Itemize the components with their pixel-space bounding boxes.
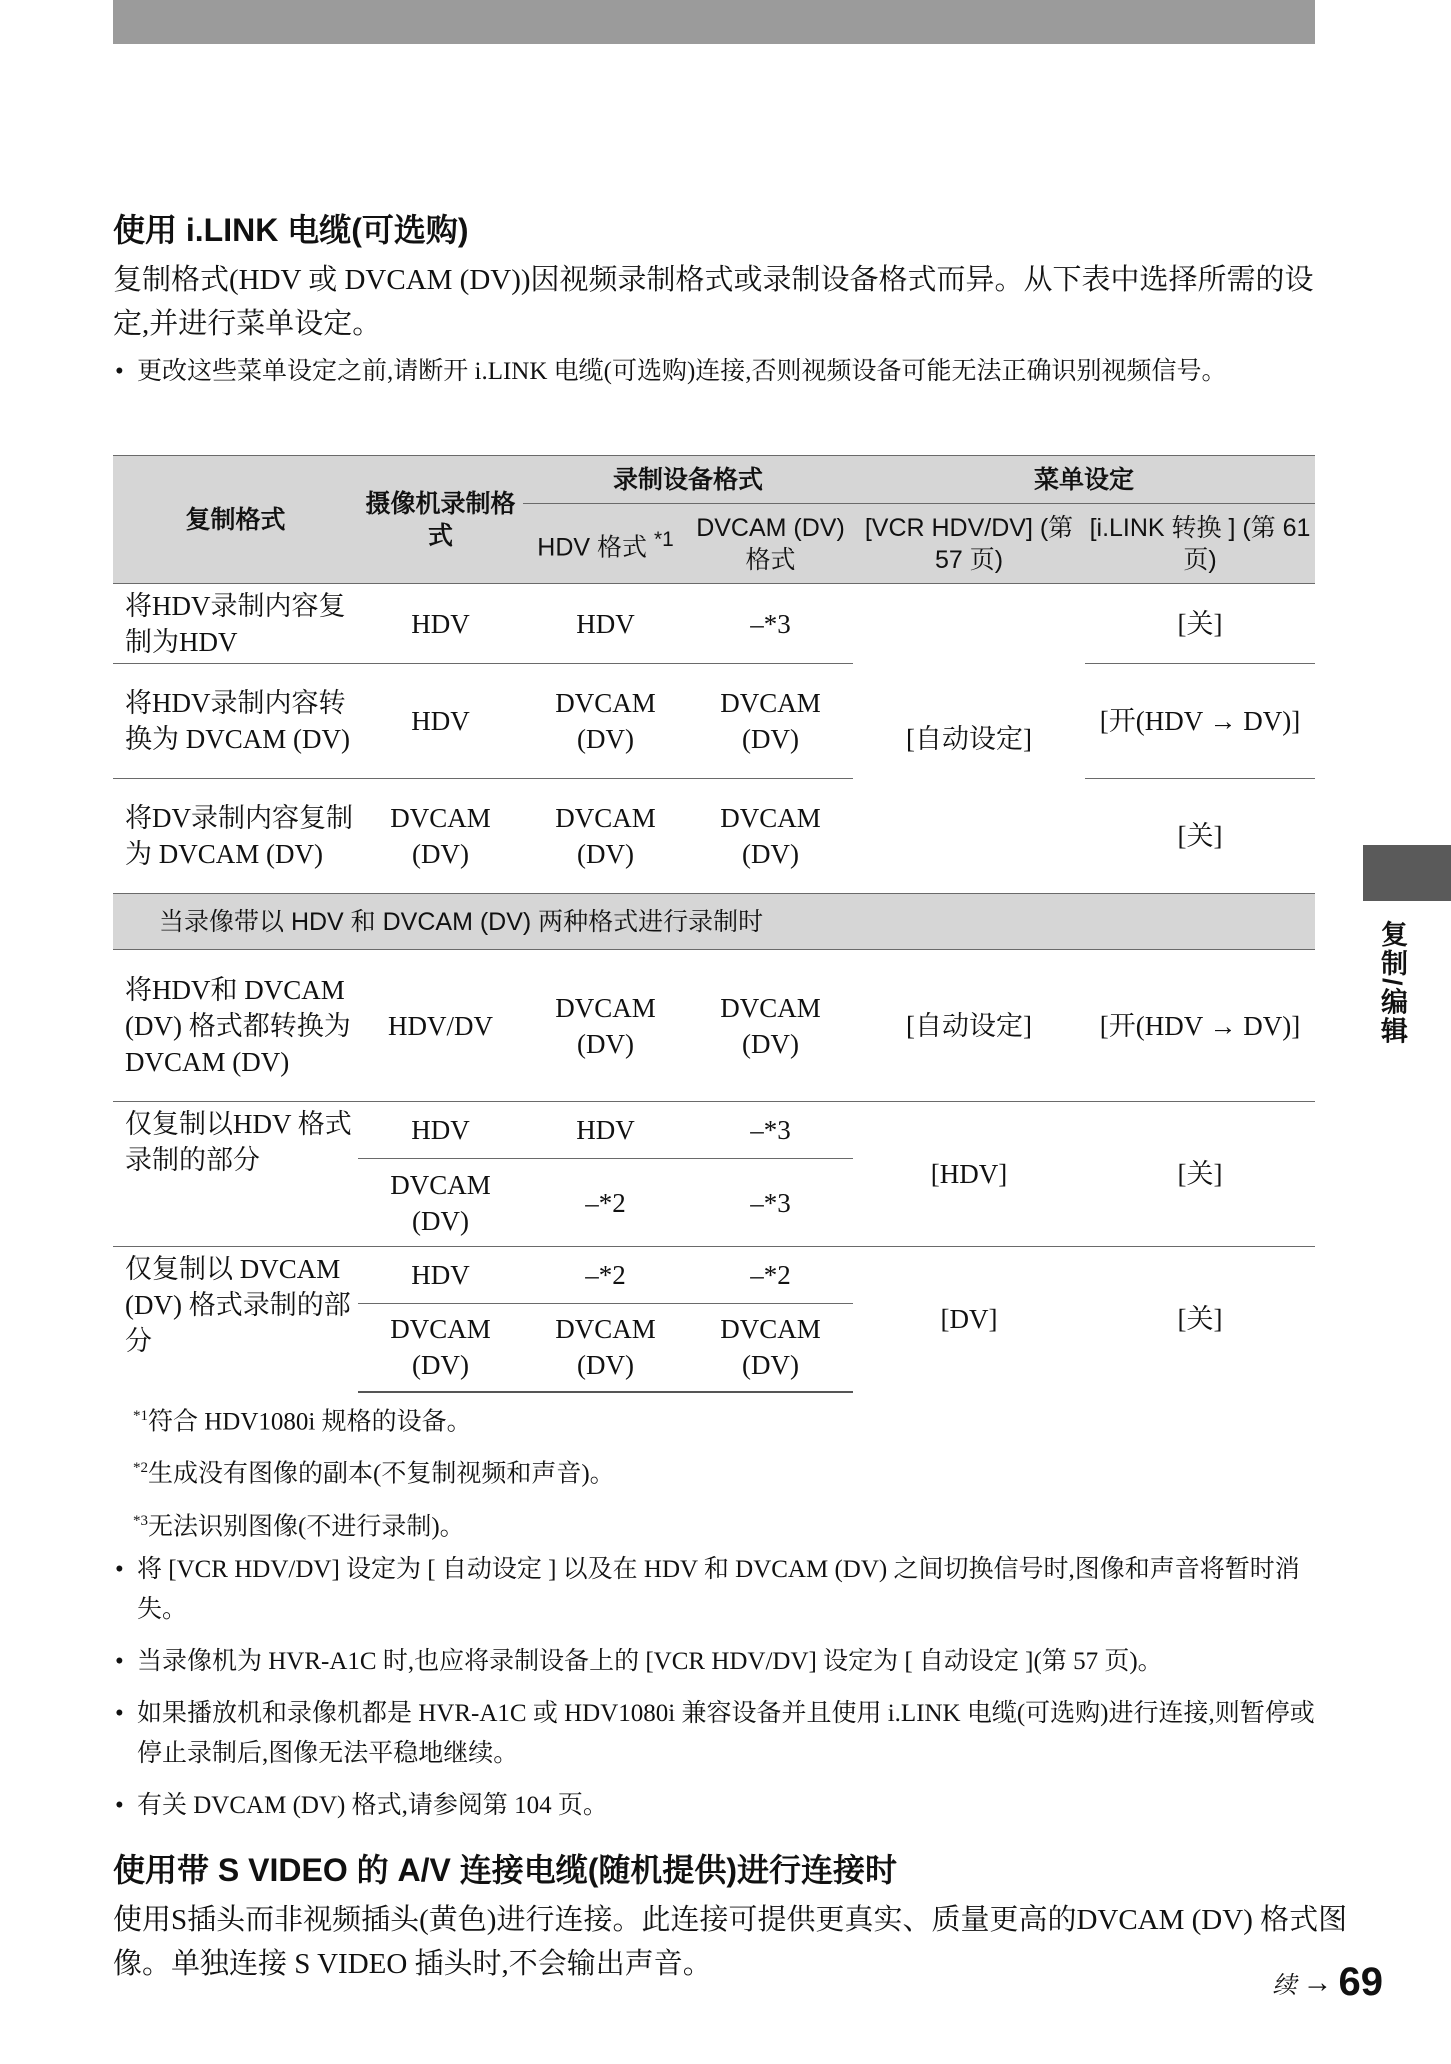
cell-dvcam: DVCAM (DV) xyxy=(688,779,853,894)
cell-ilink: [关] xyxy=(1085,779,1315,894)
cell-camera: HDV/DV xyxy=(358,950,523,1102)
header-menu-settings: 菜单设定 xyxy=(853,456,1315,504)
cell-dvcam: –*3 xyxy=(688,1159,853,1247)
note-item: • 当录像机为 HVR-A1C 时,也应将录制设备上的 [VCR HDV/DV] 设定为 [ 自动设定 ](第 57 页)。 xyxy=(113,1642,1318,1682)
cell-ilink: [开(HDV → DV)] xyxy=(1085,950,1315,1102)
cell-hdv: DVCAM (DV) xyxy=(523,950,688,1102)
section-title-ilink: 使用 i.LINK 电缆(可选购) xyxy=(113,212,469,248)
header-camera-format: 摄像机录制格式 xyxy=(358,456,523,584)
header-copy-format: 复制格式 xyxy=(113,456,358,584)
cell-camera: DVCAM (DV) xyxy=(358,1159,523,1247)
cell-dvcam: DVCAM (DV) xyxy=(688,1304,853,1392)
page-footer xyxy=(1273,1960,1384,2005)
cell-camera: DVCAM (DV) xyxy=(358,779,523,894)
chapter-label: 复制/编辑 xyxy=(1377,920,1407,1046)
table-row xyxy=(113,950,1315,1102)
cell-vcr: [自动设定] xyxy=(853,950,1085,1102)
table-row xyxy=(113,779,1315,894)
cell-dvcam: DVCAM (DV) xyxy=(688,950,853,1102)
header-vcr-setting: [VCR HDV/DV] (第 57 页) xyxy=(853,504,1085,584)
note-item: • 如果播放机和录像机都是 HVR-A1C 或 HDV1080i 兼容设备并且使用 i.LINK 电缆(可选购)进行连接,则暂停或停止录制后,图像无法平稳地继续。 xyxy=(113,1694,1318,1774)
header-hdv-format: HDV 格式 $^{*1}$ xyxy=(523,504,688,584)
cell-camera: HDV xyxy=(358,1102,523,1159)
cell-camera: HDV xyxy=(358,664,523,779)
cell-hdv: –*2 xyxy=(523,1247,688,1304)
row-pattern: 将HDV录制内容转换为 DVCAM (DV) xyxy=(113,664,358,779)
footnote-item: $^{*3}$无法识别图像(不进行录制)。 xyxy=(133,1512,465,1540)
cell-hdv: HDV xyxy=(523,1102,688,1159)
cell-hdv: DVCAM (DV) xyxy=(523,779,688,894)
section-intro: 复制格式(HDV 或 DVCAM (DV))因视频录制格式或录制设备格式而异。从下表中选择所需的设定,并进行菜单设定。 xyxy=(113,264,1314,340)
header-dvcam-format: DVCAM (DV) 格式 xyxy=(688,504,853,584)
section-title-svideo: 使用带 S VIDEO 的 A/V 连接电缆(随机提供)进行连接时 xyxy=(113,1852,898,1888)
section-body: 使用S插头而非视频插头(黄色)进行连接。此连接可提供更真实、质量更高的DVCAM (DV) 格式图像。单独连接 S VIDEO 插头时,不会输出声音。 xyxy=(113,1904,1348,1980)
notes-list xyxy=(113,1550,1318,1838)
cell-camera: DVCAM (DV) xyxy=(358,1304,523,1392)
cell-ilink: [开(HDV → DV)] xyxy=(1085,664,1315,779)
cell-hdv: –*2 xyxy=(523,1159,688,1247)
continued-label: 续 xyxy=(1272,1972,1297,1999)
header-recorder-format: 录制设备格式 xyxy=(523,456,853,504)
group-label: 当录像带以 HDV 和 DVCAM (DV) 两种格式进行录制时 xyxy=(113,894,1315,950)
footnote-item: $^{*2}$生成没有图像的副本(不复制视频和声音)。 xyxy=(133,1460,615,1488)
cell-hdv: HDV xyxy=(523,584,688,664)
arrow-right-icon: → xyxy=(1302,1965,1333,1999)
cell-ilink: [关] xyxy=(1085,1247,1315,1392)
cell-ilink: [关] xyxy=(1085,1102,1315,1247)
group-row xyxy=(113,894,1315,950)
row-pattern: 将HDV录制内容复制为HDV xyxy=(113,584,358,664)
cell-dvcam: DVCAM (DV) xyxy=(688,664,853,779)
cell-dvcam: –*3 xyxy=(688,584,853,664)
cell-vcr-auto: [自动设定] xyxy=(853,584,1085,894)
notice-item: • 更改这些菜单设定之前,请断开 i.LINK 电缆(可选购)连接,否则视频设备可能无法正确识别视频信号。 xyxy=(113,352,1318,392)
note-item: • 将 [VCR HDV/DV] 设定为 [ 自动设定 ] 以及在 HDV 和 DVCAM (DV) 之间切换信号时,图像和声音将暂时消失。 xyxy=(113,1550,1318,1630)
page-number: 69 xyxy=(1338,1960,1383,2004)
row-pattern: 仅复制以 DVCAM (DV) 格式录制的部分 xyxy=(113,1247,358,1392)
row-pattern: 将HDV和 DVCAM (DV) 格式都转换为 DVCAM (DV) xyxy=(113,950,358,1102)
notice-list xyxy=(113,352,1318,404)
table-row xyxy=(113,664,1315,779)
cell-vcr: [DV] xyxy=(853,1247,1085,1392)
footnotes xyxy=(133,1400,615,1557)
table-row xyxy=(113,1102,1315,1159)
cell-ilink: [关] xyxy=(1085,584,1315,664)
top-header-bar xyxy=(113,0,1315,44)
table-row xyxy=(113,1247,1315,1304)
header-ilink-setting: [i.LINK 转换 ] (第 61 页) xyxy=(1085,504,1315,584)
row-pattern: 将DV录制内容复制为 DVCAM (DV) xyxy=(113,779,358,894)
cell-camera: HDV xyxy=(358,1247,523,1304)
cell-hdv: DVCAM (DV) xyxy=(523,1304,688,1392)
table-row xyxy=(113,584,1315,664)
cell-camera: HDV xyxy=(358,584,523,664)
cell-hdv: DVCAM (DV) xyxy=(523,664,688,779)
row-pattern: 仅复制以HDV 格式录制的部分 xyxy=(113,1102,358,1247)
footnote-item: $^{*1}$符合 HDV1080i 规格的设备。 xyxy=(133,1408,472,1436)
cell-dvcam: –*3 xyxy=(688,1102,853,1159)
cell-vcr: [HDV] xyxy=(853,1102,1085,1247)
note-item: • 有关 DVCAM (DV) 格式,请参阅第 104 页。 xyxy=(113,1786,1318,1826)
copy-format-table xyxy=(113,455,1315,1393)
cell-dvcam: –*2 xyxy=(688,1247,853,1304)
chapter-tab xyxy=(1363,845,1451,901)
